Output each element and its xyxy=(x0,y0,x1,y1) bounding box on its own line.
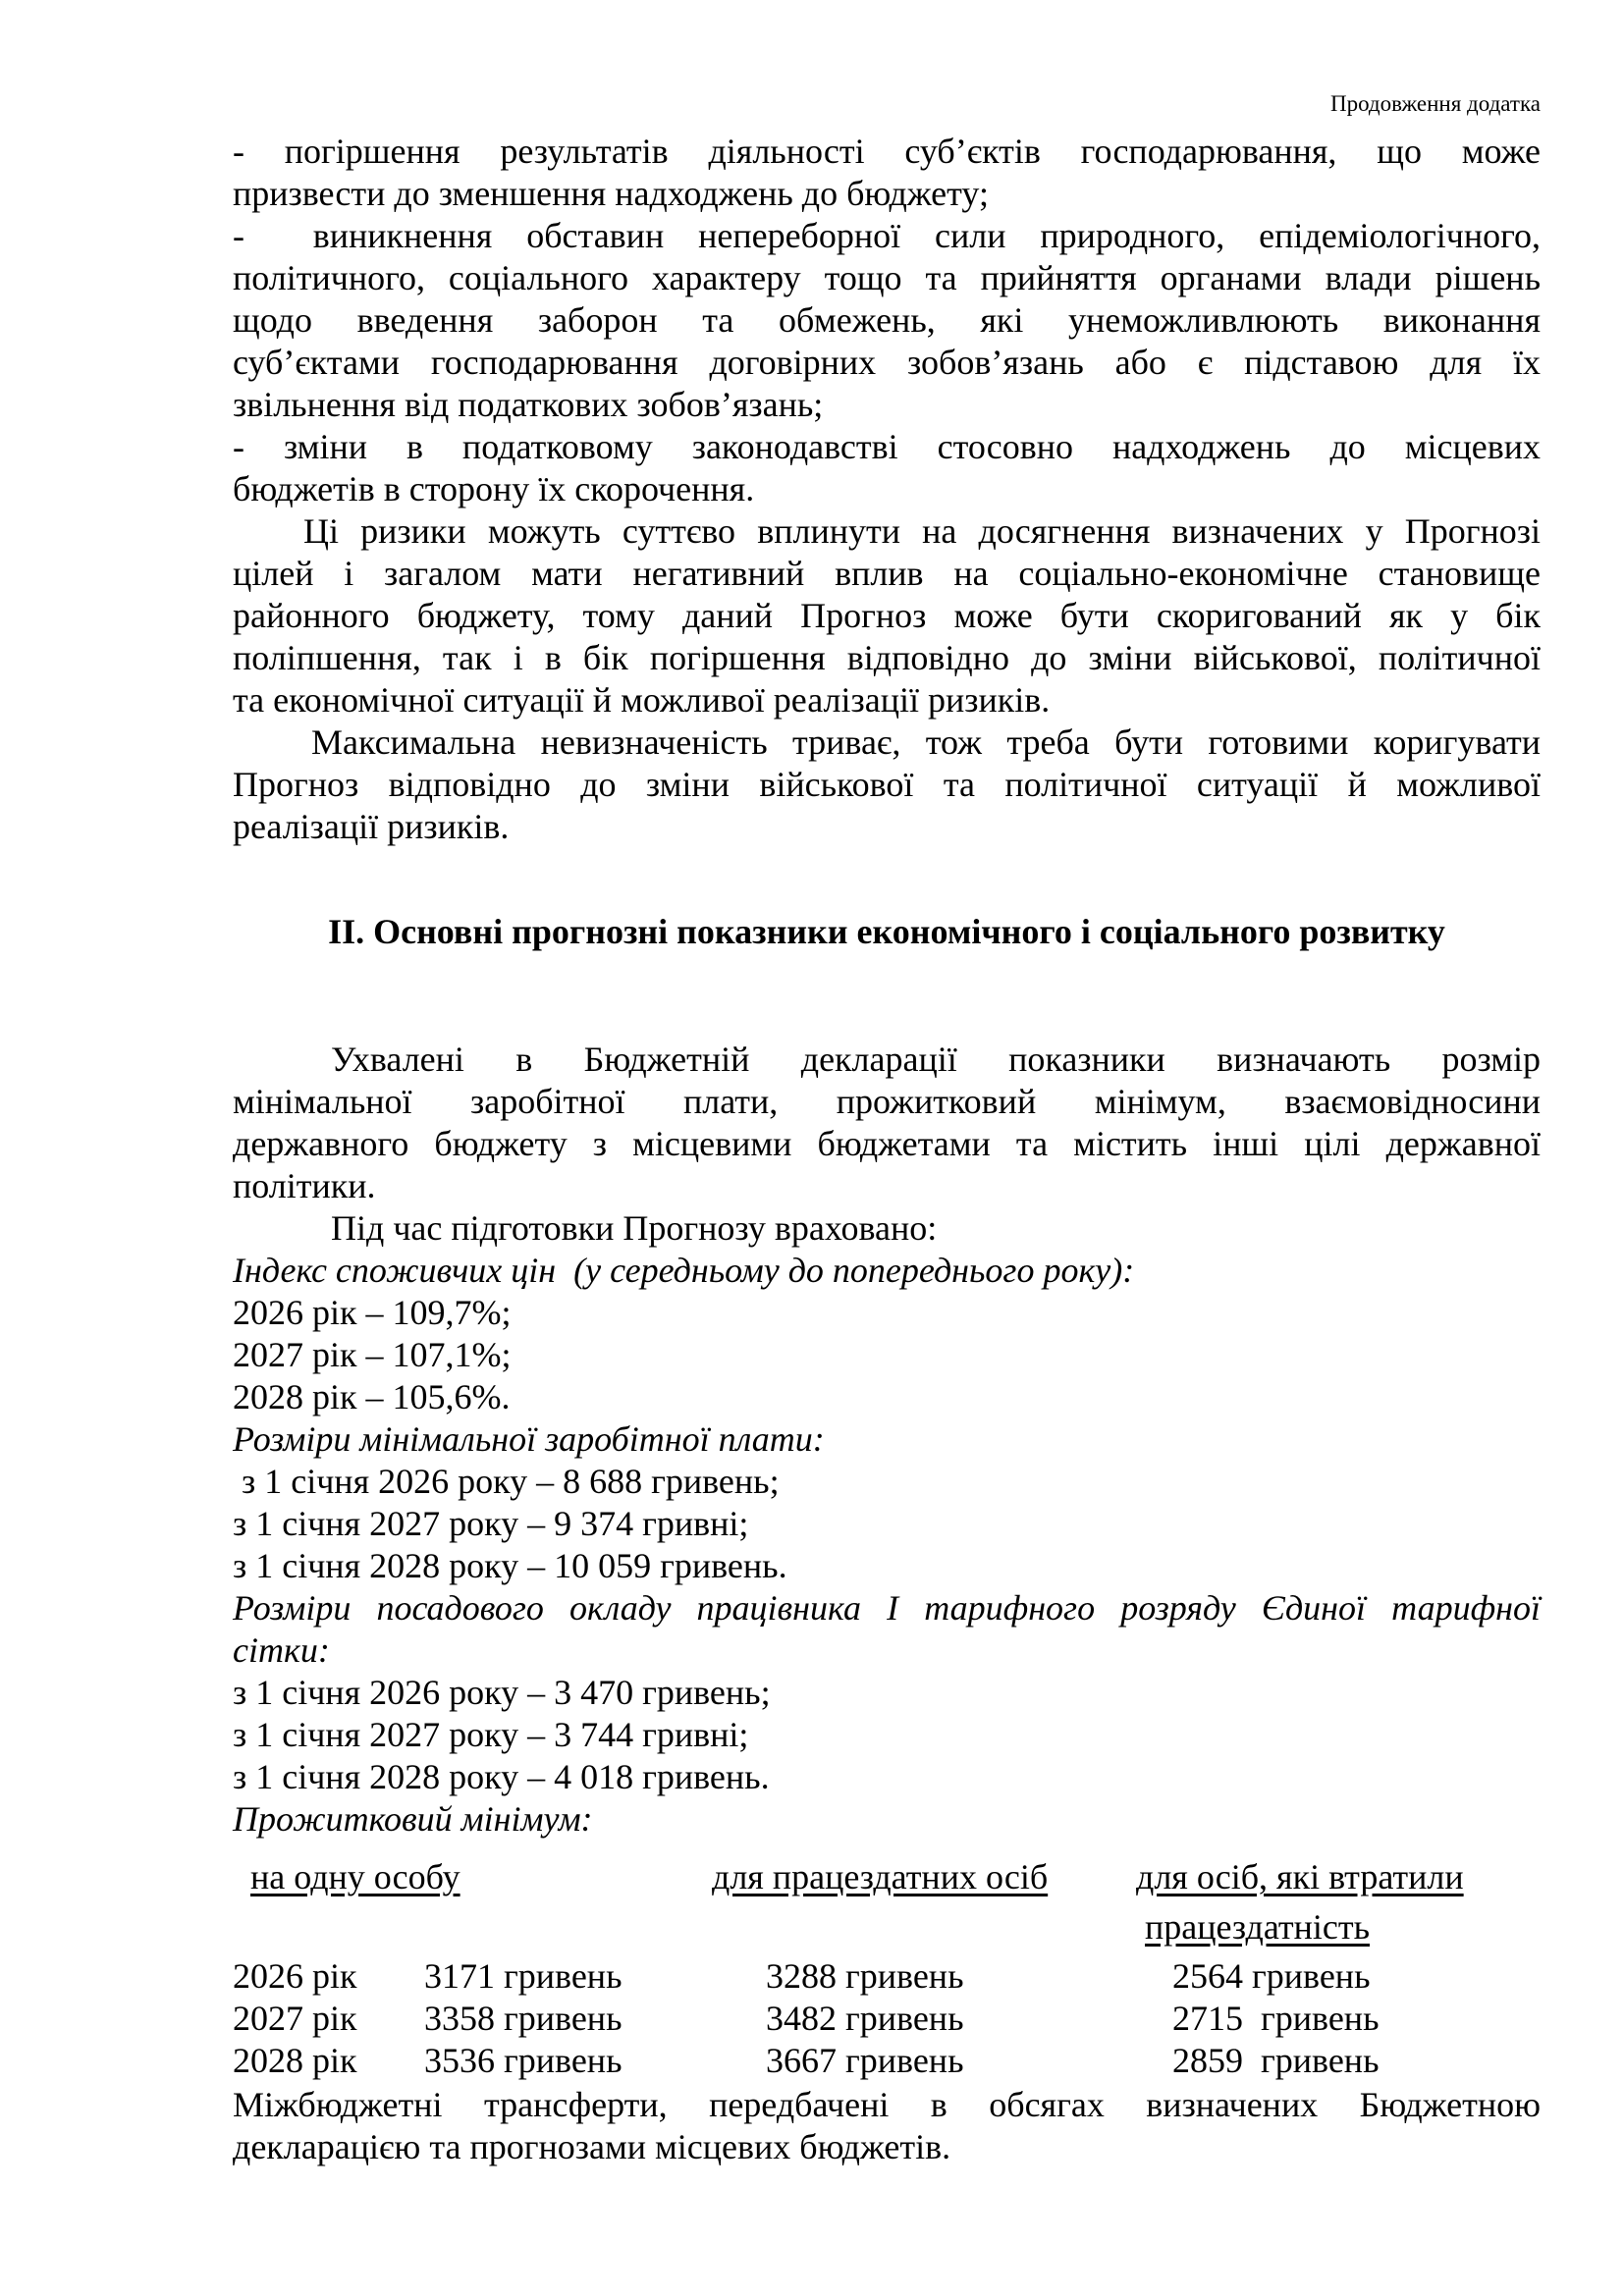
text-line: Міжбюджетні трансферти, передбачені в обсягах визначених Бюджетною xyxy=(233,2085,1541,2124)
text-line: цілей і загалом мати негативний вплив на соціально-економічне становище xyxy=(233,554,1541,593)
transfers-paragraph xyxy=(233,2084,1541,2168)
tariff-grid-label xyxy=(233,1587,1541,1672)
min-wage-item: з 1 січня 2028 року – 10 059 гривень. xyxy=(233,1546,787,1585)
cpi-item: 2027 рік – 107,1%; xyxy=(233,1335,512,1374)
text-line: звільнення від податкових зобов’язань; xyxy=(233,385,824,424)
section-heading: ІІ. Основні прогнозні показники економічного і соціального розвитку xyxy=(328,912,1445,951)
cell-working: 3288 гривень xyxy=(766,1956,964,1996)
cell-lost-capacity: 2564 гривень xyxy=(1172,1956,1371,1996)
cell-working: 3667 гривень xyxy=(766,2041,964,2080)
min-wage-item: з 1 січня 2026 року – 8 688 гривень; xyxy=(233,1462,780,1501)
table-row xyxy=(233,1955,1541,1998)
text-line: та економічної ситуації й можливої реалізації ризиків. xyxy=(233,680,1051,720)
text-line: районного бюджету, тому даний Прогноз може бути скоригований як у бік xyxy=(233,596,1541,635)
table-header-row xyxy=(233,1856,1541,1898)
text-line: державного бюджету з місцевими бюджетами та містить інші цілі державної xyxy=(233,1124,1541,1163)
cell-per-person: 3358 гривень xyxy=(424,1999,623,2038)
table-header-row-2 xyxy=(233,1906,1541,1949)
text-line: - зміни в податковому законодавстві стосовно надходжень до місцевих xyxy=(233,427,1541,466)
table-header-lost-capacity-line2: працездатність xyxy=(1145,1907,1370,1947)
tariff-grid-item: з 1 січня 2027 року – 3 744 гривні; xyxy=(233,1715,749,1754)
table-header-working: для працездатних осіб xyxy=(712,1857,1049,1896)
text-line: поліпшення, так і в бік погіршення відповідно до зміни військової, політичної xyxy=(233,638,1541,677)
text-line: політики. xyxy=(233,1166,376,1205)
cpi-label: Індекс споживчих цін (у середньому до попереднього року): xyxy=(233,1251,1135,1290)
table-row xyxy=(233,1998,1541,2040)
cell-year: 2027 рік xyxy=(233,1999,357,2038)
text-line: Максимальна невизначеність триває, тож треба бути готовими коригувати xyxy=(311,722,1541,762)
cell-year: 2026 рік xyxy=(233,1956,357,1996)
header-note: Продовження додатка xyxy=(1329,91,1541,116)
text-line: політичного, соціального характеру тощо та прийняття органами влади рішень xyxy=(233,258,1541,297)
subsistence-minimum-label: Прожитковий мінімум: xyxy=(233,1799,593,1839)
text-line: Прогноз відповідно до зміни військової та політичної ситуації й можливої xyxy=(233,765,1541,804)
text-line: декларацією та прогнозами місцевих бюджетів. xyxy=(233,2127,951,2166)
risk-bullet-1 xyxy=(233,131,1541,215)
subsistence-table xyxy=(233,1856,1541,2082)
tariff-grid-item: з 1 січня 2028 року – 4 018 гривень. xyxy=(233,1757,770,1796)
cpi-item: 2028 рік – 105,6%. xyxy=(233,1377,511,1416)
text-line: щодо введення заборон та обмежень, які унеможливлюють виконання xyxy=(233,300,1541,340)
text-line: реалізації ризиків. xyxy=(233,807,510,846)
table-header-per-person: на одну особу xyxy=(250,1857,460,1896)
table-header-lost-capacity: для осіб, які втратили xyxy=(1136,1857,1464,1896)
text-line: Ухвалені в Бюджетній декларації показники визначають розмір xyxy=(331,1040,1541,1079)
risk-impact-paragraph xyxy=(233,510,1541,721)
page-content xyxy=(233,0,1541,2168)
text-line: Ці ризики можуть суттєво вплинути на досягнення визначених у Прогнозі xyxy=(303,511,1541,551)
cpi-item: 2026 рік – 109,7%; xyxy=(233,1293,512,1332)
text-line: - виникнення обставин непереборної сили природного, епідеміологічного, xyxy=(233,216,1541,255)
prepared-paragraph: Під час підготовки Прогнозу враховано: xyxy=(331,1208,938,1248)
tariff-grid-item: з 1 січня 2026 року – 3 470 гривень; xyxy=(233,1673,771,1712)
cell-working: 3482 гривень xyxy=(766,1999,964,2038)
min-wage-item: з 1 січня 2027 року – 9 374 гривні; xyxy=(233,1504,749,1543)
text-line: суб’єктами господарювання договірних зобов’язань або є підставою для їх xyxy=(233,343,1541,382)
min-wage-label: Розміри мінімальної заробітної плати: xyxy=(233,1419,825,1459)
cell-year: 2028 рік xyxy=(233,2041,357,2080)
text-line: бюджетів в сторону їх скорочення. xyxy=(233,469,755,508)
uncertainty-paragraph xyxy=(233,721,1541,848)
cell-per-person: 3536 гривень xyxy=(424,2041,623,2080)
cell-lost-capacity: 2859 гривень xyxy=(1172,2041,1380,2080)
table-row xyxy=(233,2040,1541,2082)
text-line: сітки: xyxy=(233,1630,330,1670)
cell-lost-capacity: 2715 гривень xyxy=(1172,1999,1380,2038)
cell-per-person: 3171 гривень xyxy=(424,1956,623,1996)
intro-paragraph xyxy=(233,1039,1541,1207)
risk-bullet-2 xyxy=(233,215,1541,426)
text-line: - погіршення результатів діяльності суб’єктів господарювання, що може xyxy=(233,132,1541,171)
risk-bullet-3 xyxy=(233,426,1541,510)
text-line: мінімальної заробітної плати, прожитковий мінімум, взаємовідносини xyxy=(233,1082,1541,1121)
text-line: призвести до зменшення надходжень до бюджету; xyxy=(233,174,989,213)
text-line: Розміри посадового окладу працівника І тарифного розряду Єдиної тарифної xyxy=(233,1588,1541,1628)
